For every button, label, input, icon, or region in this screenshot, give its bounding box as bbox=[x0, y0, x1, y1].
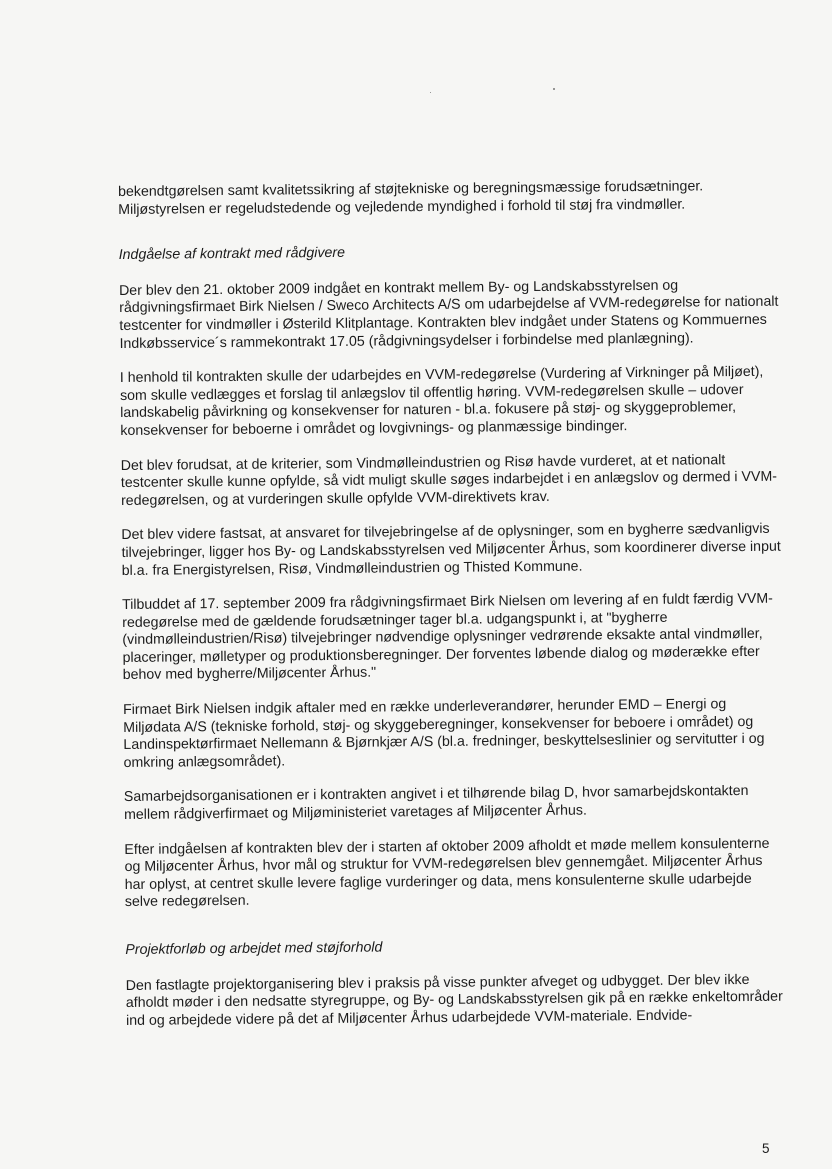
scan-speck bbox=[430, 92, 431, 93]
section-heading-project: Projektforløb og arbejdet med støjforhold bbox=[125, 939, 383, 958]
paragraph-project-1: Den fastlagte projektorganisering blev i praksis på visse punkter afveget og udbygget. Der blev ikke afholdt møder i den nedsatte styregruppe, og By- og Landskabsstyrelsen gik på en række enkeltområder ind og arbejdede videre på det af Miljøcenter Århus udarbejdede VVM-materiale. Endvide- bbox=[125, 971, 783, 1029]
intro-paragraph: bekendtgørelsen samt kvalitetssikring af støjtekniske og beregningsmæssige forudsætninger. Miljøstyrelsen er regeludstedende og vejledende myndighed i forhold til støj fra vindmøller. bbox=[118, 178, 704, 218]
scan-speck bbox=[553, 88, 555, 90]
page-number: 5 bbox=[762, 1141, 770, 1156]
paragraph-contract-1: Der blev den 21. oktober 2009 indgået en kontrakt mellem By- og Landskabsstyrelsen og rådgivningsfirmaet Birk Nielsen / Sweco Architects A/S om udarbejdelse af VVM-redegørelse for nationalt testcenter for vindmøller i Østerild Klitplantage. Kontrakten blev indgået under Statens og Kommuernes Indkøbsservice´s rammekontrakt 17.05 (rådgivningsydelser i forbindelse med planlægning). bbox=[118, 277, 779, 352]
paragraph-contract-6: Firmaet Birk Nielsen indgik aftaler med en række underleverandører, herunder EMD – Energi og Miljødata A/S (tekniske forhold, støj- og skyggeberegninger, konsekvenser for beboere i området) og Landinspektørfirmaet Nellemann & Bjørnkjær A/S (bl.a. fredninger, beskyttelseslinier og servitutter i og omkring anlægsområdet). bbox=[122, 696, 765, 771]
paragraph-contract-8: Efter indgåelsen af kontrakten blev der i starten af oktober 2009 afholdt et møde mellem konsulenterne og Miljøcenter Århus, hvor mål og struktur for VVM-redegørelsen blev gennemgået. Miljøcenter Århus har oplyst, at centret skulle levere faglige vurderinger og data, mens konsulenterne skulle udarbejde selve redegørelsen. bbox=[124, 835, 770, 911]
paragraph-contract-7: Samarbejdsorganisationen er i kontrakten angivet i et tilhørende bilag D, hvor samarbejdskontakten mellem rådgiverfirmaet og Miljøministeriet varetages af Miljøcenter Århus. bbox=[123, 783, 749, 824]
paragraph-contract-4: Det blev videre fastsat, at ansvaret for tilvejebringelse af de oplysninger, som en bygherre sædvanligvis tilvejebringer, ligger hos By- og Landskabsstyrelsen ved Miljøcenter Århus, som koordinerer diverse input bl.a. fra Energistyrelsen, Risø, Vindmølleindustrien og Thisted Kommune. bbox=[121, 521, 781, 579]
section-heading-contract: Indgåelse af kontrakt med rådgivere bbox=[118, 245, 346, 264]
paragraph-contract-2: I henhold til kontrakten skulle der udarbejdes en VVM-redegørelse (Vurdering af Virkninger på Miljøet), som skulle vedlægges et forslag til anlægslov til offentlig høring. VVM-redegørelsen skulle – udover landskabelig påvirkning og konsekvenser for naturen - bl.a. fokusere på støj- og skyggeproblemer, konsekvenser for beboerne i området og lovgivnings- og planmæssige bindinger. bbox=[119, 363, 764, 439]
page-body bbox=[118, 178, 786, 1048]
paragraph-contract-5: Tilbuddet af 17. september 2009 fra rådgivningsfirmaet Birk Nielsen om levering af en fuldt færdig VVM-redegørelse med de gældende forudsætninger tager bl.a. udgangspunkt i, at "bygherre (vindmølleindustrien/Risø) tilvejebringer nødvendige oplysninger vedrørende eksakte antal vindmøller, placeringer, mølletyper og produktionsberegninger. Der forventes løbende dialog og møderække efter behov med bygherre/Miljøcenter Århus." bbox=[121, 590, 773, 684]
paragraph-contract-3: Det blev forudsat, at de kriterier, som Vindmølleindustrien og Risø havde vurderet, at et nationalt testcenter skulle kunne opfylde, så vidt muligt skulle søges indarbejdet i en anlægslov og dermed i VVM-redegørelsen, og at vurderingen skulle opfylde VVM-direktivets krav. bbox=[120, 451, 778, 509]
